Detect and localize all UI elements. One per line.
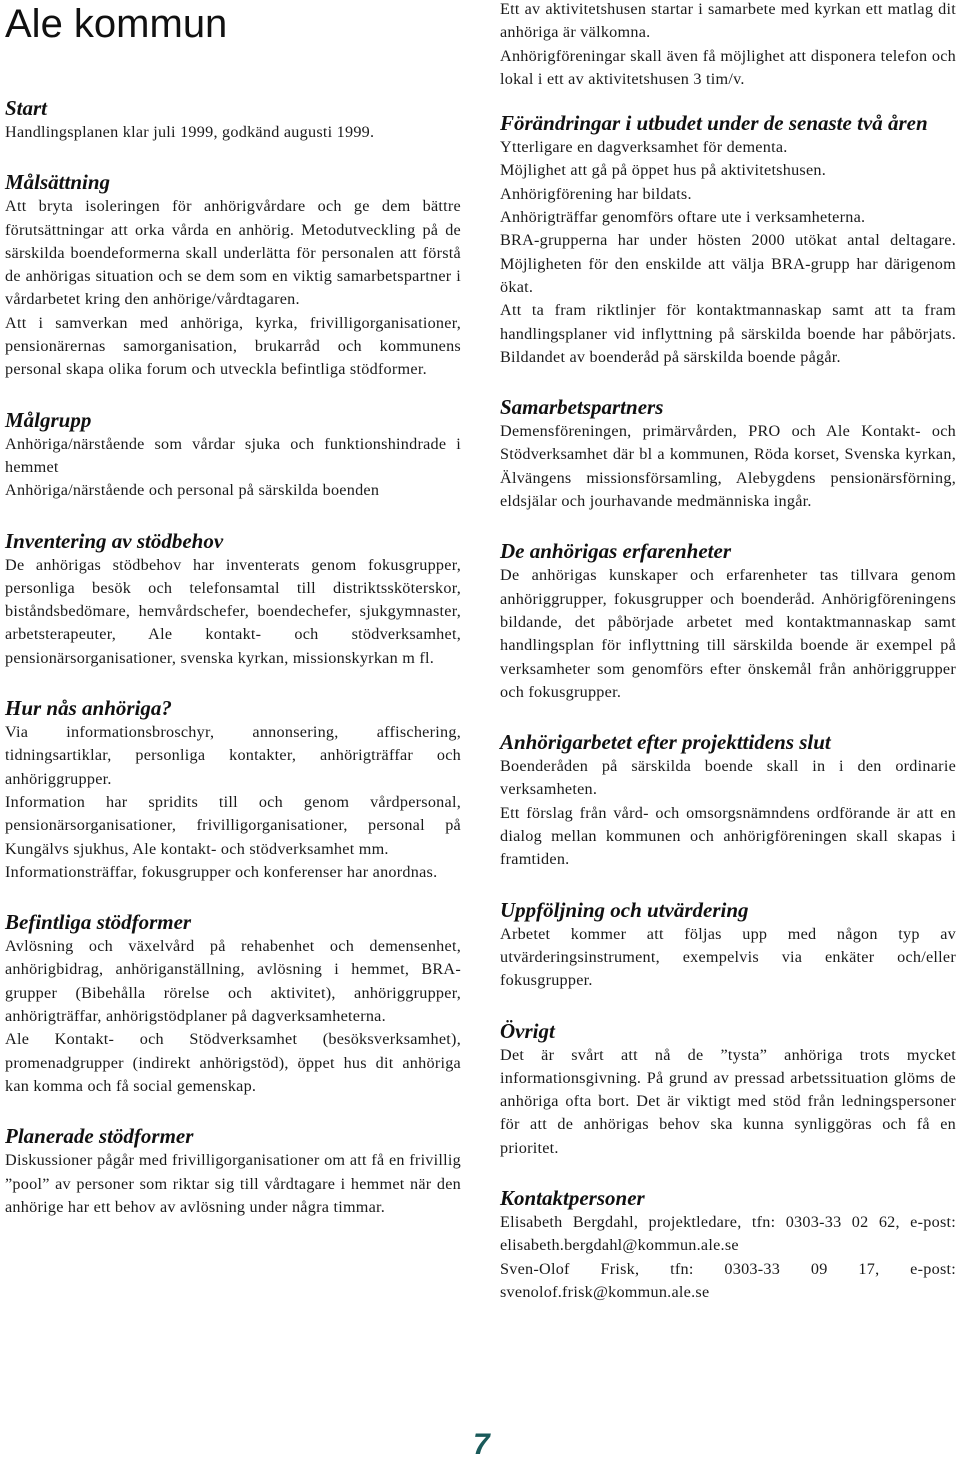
section-heading: Förändringar i utbudet under de senaste två åren	[500, 111, 928, 136]
section-heading: Övrigt	[500, 1018, 555, 1043]
section-planerade	[5, 1124, 461, 1219]
section-heading: Inventering av stödbehov	[5, 528, 224, 553]
section-heading: Kontaktpersoner	[500, 1185, 645, 1210]
page-title: Ale kommun	[5, 2, 228, 46]
section-heading: Uppföljning och utvärdering	[500, 897, 749, 922]
paragraph: Möjlighet att gå på öppet hus på aktivitetshusen.	[500, 161, 827, 180]
paragraph: Anhöriga/närstående och personal på särskilda boenden	[5, 481, 380, 500]
paragraph: Att bryta isoleringen för anhörigvårdare och ge dem bättre förutsättningar att orka vårda en anhörig. Metodutveckling på de särskilda boendeformerna skall underlätta för personalen att förstå de anhörigas situation och se dem som en viktig samarbetspartner i vårdarbetet kring den anhörige/vårdtagaren.	[5, 197, 461, 309]
paragraph: Ett av aktivitetshusen startar i samarbete med kyrkan ett matlag dit anhöriga är välkomna.	[500, 0, 956, 42]
paragraph: Arbetet kommer att följas upp med någon typ av utvärderingsinstrument, exempelvis via enkäter och/eller fokusgrupper.	[500, 924, 956, 990]
section-malsattning	[5, 170, 461, 381]
section-continued	[500, 0, 956, 91]
section-heading: Start	[5, 96, 48, 120]
paragraph: Boenderåden på särskilda boende skall in i den ordinarie verksamheten.	[500, 757, 956, 799]
paragraph: De anhörigas kunskaper och erfarenheter tas tillvara genom anhöriggrupper, fokusgrupper och boenderåd. Anhörigföreningens bildande, det påbörjade arbetet med kontaktmannaskap samt handlingsplan för inflyttning till särskilda boende är exempel på verksamheter som genomförs efter önskemål från anhöriggrupper och fokusgrupper.	[500, 566, 956, 701]
section-kontaktpersoner	[500, 1186, 956, 1304]
section-efter-projekttiden	[500, 730, 956, 871]
section-befintliga	[5, 910, 461, 1098]
paragraph: De anhörigas stödbehov har inventerats genom fokusgrupper, personliga besök och telefonsamtal till distriktssköterskor, biståndsbedömare, hemvårdschefer, boendechefer, sjukgymnaster, arbetsterapeuter, Ale kontakt- och stödverksamhet, pensionärsorganisationer, svenska kyrkan, missionskyrkan m fl.	[5, 555, 461, 667]
section-heading: Hur nås anhöriga?	[5, 696, 172, 721]
right-column	[500, 0, 956, 1304]
section-heading: Målsättning	[5, 170, 111, 195]
paragraph: Elisabeth Bergdahl, projektledare, tfn: 0303-33 02 62, e-post: elisabeth.bergdahl@kommun.ale.se	[500, 1212, 956, 1255]
paragraph: Via informationsbroschyr, annonsering, affischering, tidningsartiklar, personliga kontakter, anhörigträffar och anhöriggrupper.	[5, 723, 461, 788]
left-column	[5, 0, 461, 1219]
paragraph: Informationsträffar, fokusgrupper och konferenser har anordnas.	[5, 862, 438, 881]
section-heading: De anhörigas erfarenheter	[500, 539, 732, 564]
section-hur-nas	[5, 696, 461, 884]
section-samarbetspartners	[500, 395, 956, 513]
section-uppfoljning	[500, 898, 956, 993]
section-heading: Befintliga stödformer	[5, 910, 192, 935]
paragraph: Demensföreningen, primärvården, PRO och Ale Kontakt- och Stödverksamhet där bl a kommunen, Röda korset, Svenska kyrkan, Älvängens missionsförsamling, Alebygdens pensionärsförning, eldsjälar och jourhavande medmänniska ingår.	[500, 422, 956, 511]
section-start	[5, 96, 461, 144]
paragraph: Ale Kontakt- och Stödverksamhet (besöksverksamhet), promenadgrupper (indirekt anhörigstöd), öppet hus dit anhöriga kan komma och få social gemenskap.	[5, 1030, 461, 1095]
section-heading: Anhörigarbetet efter projekttidens slut	[500, 730, 831, 755]
paragraph: BRA-grupperna har under hösten 2000 utökat antal deltagare. Möjligheten för den enskilde att välja BRA-grupp har därigenom ökat.	[500, 231, 956, 296]
paragraph: Anhörigträffar genomförs oftare ute i verksamheterna.	[500, 208, 866, 227]
paragraph: Avlösning och växelvård på rehabenhet och demensenhet, anhörigbidrag, anhöriganställning, avlösning i hemmet, BRA-grupper (Bibehålla rörelse och aktivitet), anhöriggrupper, anhörigträffar, anhörigstödplaner på dagverksamheterna.	[5, 937, 461, 1026]
paragraph: Handlingsplanen klar juli 1999, godkänd augusti 1999.	[5, 123, 375, 141]
section-heading: Planerade stödformer	[5, 1124, 194, 1149]
page-number: 7	[473, 1428, 490, 1461]
paragraph: Anhörigförening har bildats.	[500, 184, 692, 203]
section-ovrigt	[500, 1019, 956, 1160]
paragraph: Det är svårt att nå de ”tysta” anhöriga trots mycket informationsgivning. På grund av pressad arbetssituation glöms de anhöriga ofta bort. Det är viktigt med stöd från ledningspersoner för att de anhörigas behov ska kunna synliggöras och få en prioritet.	[500, 1045, 956, 1157]
section-forandringar	[500, 111, 956, 369]
paragraph: Anhöriga/närstående som vårdar sjuka och funktionshindrade i hemmet	[5, 434, 461, 476]
paragraph: Sven-Olof Frisk, tfn: 0303-33 09 17, e-post: svenolof.frisk@kommun.ale.se	[500, 1259, 956, 1301]
paragraph: Information har spridits till och genom vårdpersonal, pensionärsorganisationer, frivilligorganisationer, personal på Kungälvs sjukhus, Ale kontakt- och stödverksamhet mm.	[5, 792, 461, 858]
section-heading: Samarbetspartners	[500, 395, 664, 420]
paragraph: Anhörigföreningar skall även få möjlighet att disponera telefon och lokal i ett av aktivitetshusen 3 tim/v.	[500, 46, 956, 88]
paragraph: Att ta fram riktlinjer för kontaktmannaskap samt att ta fram handlingsplaner vid inflyttning på särskilda boende har påbörjats. Bildandet av boenderåd på särskilda boende pågår.	[500, 301, 956, 366]
paragraph: Att i samverkan med anhöriga, kyrka, frivilligorganisationer, pensionärernas samorganisation, brukarråd och kommunens personal skapa olika forum och utveckla befintliga stödformer.	[5, 313, 461, 379]
section-erfarenheter	[500, 539, 956, 704]
paragraph: Ytterligare en dagverksamhet för dementa.	[500, 138, 788, 157]
paragraph: Ett förslag från vård- och omsorgsnämndens ordförande är att en dialog mellan kommunen och anhörigföreningen skall skapas i framtiden.	[500, 803, 956, 869]
section-inventering	[5, 529, 461, 670]
section-malgrupp	[5, 408, 461, 503]
section-heading: Målgrupp	[5, 407, 92, 432]
paragraph: Diskussioner pågår med frivilligorganisationer om att få en frivillig ”pool” av personer som riktar sig till vårdtagare i hemmet när den anhörige har ett behov av avlösning under några timmar.	[5, 1151, 461, 1216]
